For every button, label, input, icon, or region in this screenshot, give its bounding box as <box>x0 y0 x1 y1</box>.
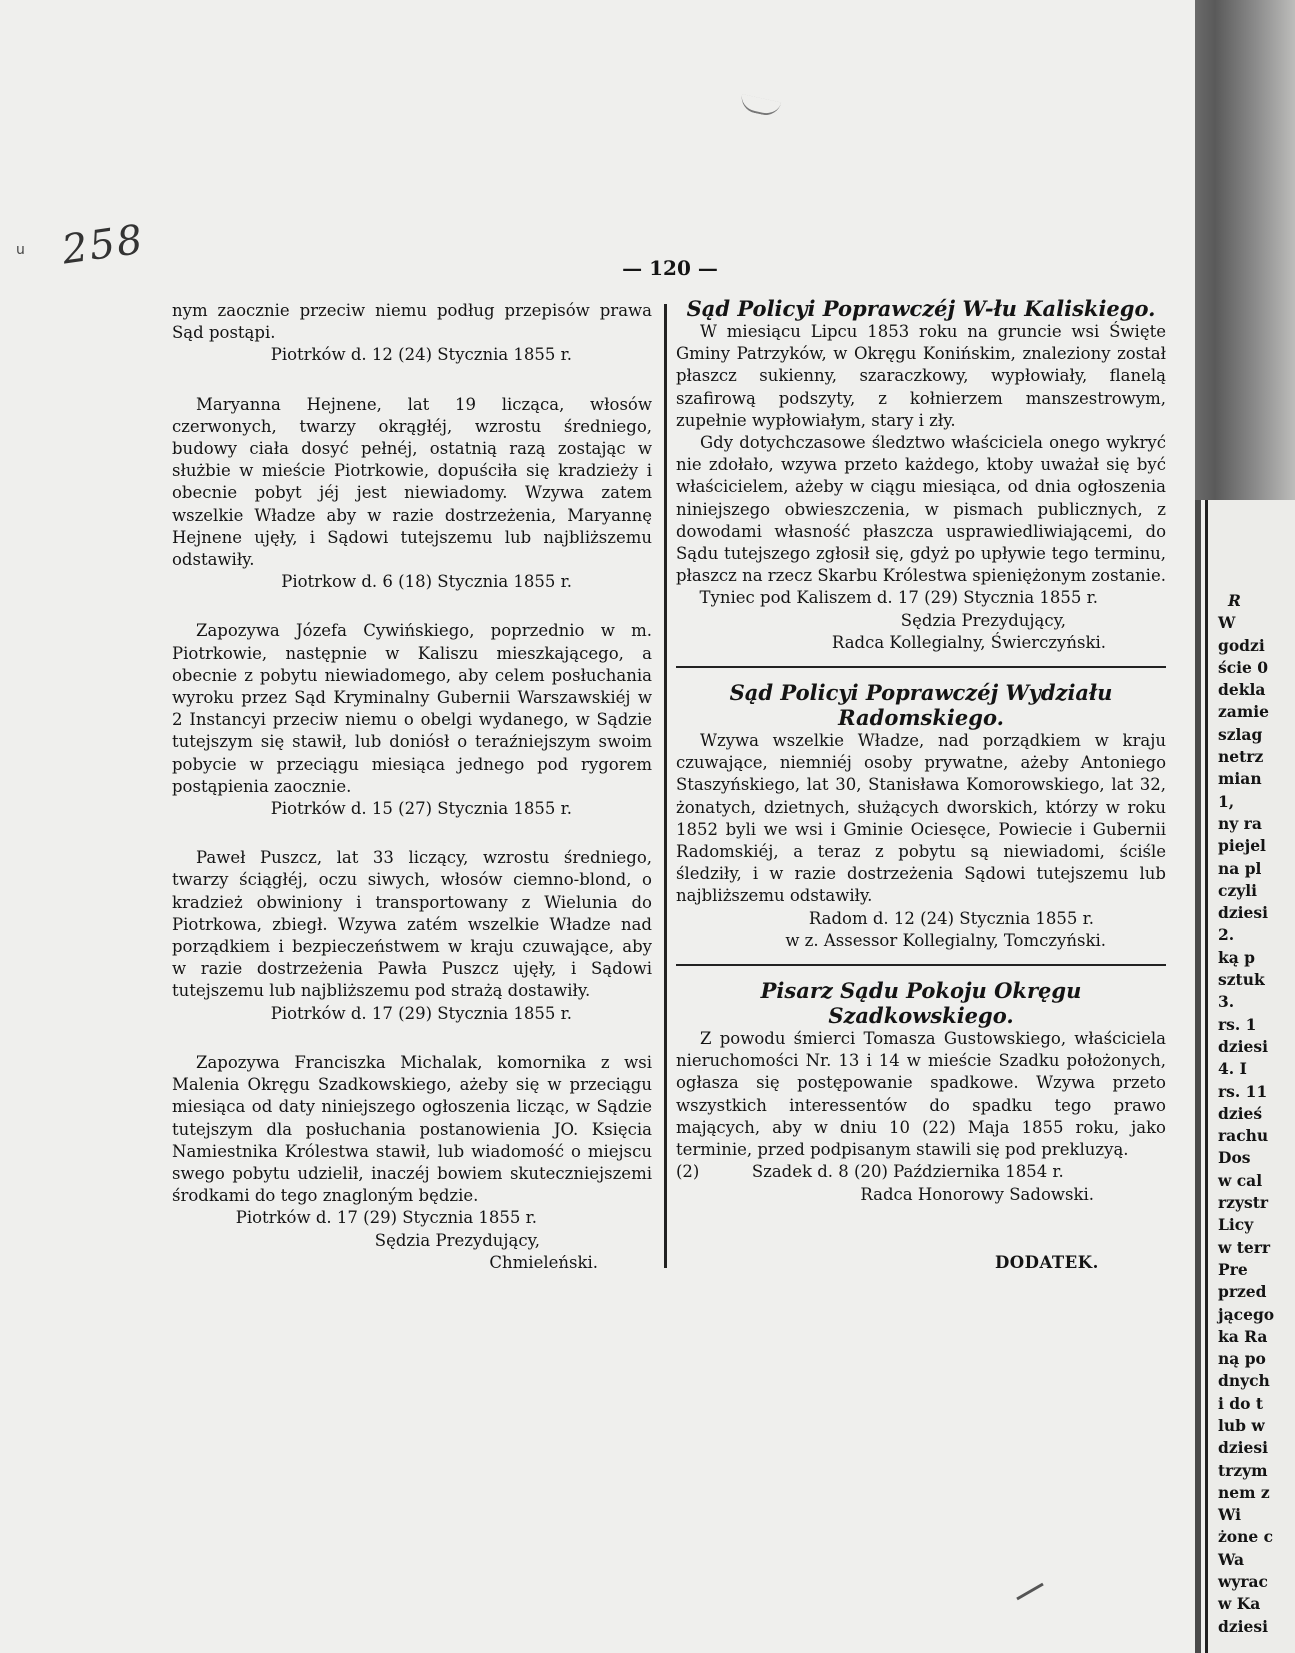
binding-gutter <box>1195 500 1201 1653</box>
page-number: — 120 — <box>622 256 718 280</box>
place-date: (2) Szadek d. 8 (20) Października 1854 r. <box>676 1162 1064 1182</box>
next-page-fragment: dzieś <box>1218 1103 1263 1123</box>
signature: w z. Assessor Kollegialny, Tomczyński. <box>785 930 1106 950</box>
next-page-fragment: zamie <box>1218 702 1269 722</box>
next-page-fragment: rzystr <box>1218 1193 1269 1213</box>
next-page-fragment: dziesi <box>1218 1616 1269 1636</box>
next-page-text-fragments <box>1218 590 1295 1638</box>
next-page-fragment: rs. 1 <box>1218 1014 1257 1034</box>
section-szadek <box>676 978 1166 1206</box>
notice-2 <box>172 394 652 594</box>
next-page-fragment: szlag <box>1218 724 1263 744</box>
signature-title: Sędzia Prezydujący, <box>900 610 1066 630</box>
next-page-fragment: jącego <box>1218 1304 1275 1324</box>
notice-5 <box>172 1052 652 1274</box>
next-page-fragment: ny ra <box>1218 813 1262 833</box>
next-page-fragment: dnych <box>1218 1371 1270 1391</box>
section-heading-2: Radomskiego. <box>838 705 1004 731</box>
place-date: Piotrków d. 12 (24) Stycznia 1855 r. <box>270 345 572 365</box>
right-column <box>676 296 1166 1206</box>
next-page-fragment: rs. 11 <box>1218 1081 1268 1101</box>
next-page-fragment: przed <box>1218 1282 1267 1302</box>
next-sheet-edge <box>1195 0 1295 500</box>
next-page-fragment: dekla <box>1218 680 1266 700</box>
notice-4 <box>172 847 652 1025</box>
next-page-fragment: Wi <box>1218 1505 1242 1525</box>
next-page-fragment: ną po <box>1218 1349 1266 1369</box>
section-heading-2: Szadkowskiego. <box>828 1003 1014 1029</box>
next-page-fragment: żone c <box>1218 1527 1274 1547</box>
section-text: Z powodu śmierci Tomasza Gustowskiego, właściciela nieruchomości Nr. 13 i 14 w mieście Szadku położonych, ogłasza się postępowanie spadkowe. Wzywa przeto wszystkich interessentów do spadku tego prawo mających, aby w dniu 10 (22) Maja 1855 roku, jako terminie, przed podpisanym stawili się pod prekluzyą. <box>676 1029 1166 1160</box>
place-date: Piotrków d. 17 (29) Stycznia 1855 r. <box>270 1003 572 1023</box>
ink-scratch <box>1016 1583 1043 1601</box>
next-page-fragment: nem z <box>1218 1482 1270 1502</box>
signature-title: Sędzia Prezydujący, <box>374 1230 540 1250</box>
section-heading: Sąd Policyi Poprawczéj W-łu Kaliskiego. <box>686 296 1156 321</box>
next-page-fragment: 1, <box>1218 791 1235 811</box>
next-page-fragment: mian <box>1218 769 1262 789</box>
next-page-fragment: i do t <box>1218 1393 1264 1413</box>
section-rule <box>676 964 1166 966</box>
next-page-fragment: W <box>1218 613 1236 633</box>
section-rule <box>676 666 1166 668</box>
next-page-fragment: w cal <box>1218 1170 1263 1190</box>
next-page-fragment: 2. <box>1218 925 1235 945</box>
next-page-fragment: wyrac <box>1218 1572 1268 1592</box>
place-date: Piotrkow d. 6 (18) Stycznia 1855 r. <box>281 572 572 592</box>
notice-text: Paweł Puszcz, lat 33 liczący, wzrostu średniego, twarzy ściągłéj, oczu siwych, włosów ciemno-blond, o kradzież obwiniony i transportowany z Wielunia do Piotrkowa, zbiegł. Wzywa zatém wszelkie Władze nad porządkiem i bezpieczeństwem w kraju czuwające, aby w razie dostrzeżenia Pawła Puszcz ujęły, i Sądowi tutejszemu lub najbliższemu pod strażą dostawiły. <box>172 848 652 1001</box>
notice-text: Zapozywa Józefa Cywińskiego, poprzednio w m. Piotrkowie, następnie w Kaliszu mieszkającego, a obecnie z pobytu niewiadomego, aby celem posłuchania wyroku przez Sąd Kryminalny Gubernii Warszawskiéj w 2 Instancyi przeciw niemu o obelgi wydanego, w Sądzie tutejszym się stawił, lub doniósł o teraźniejszym swoim pobycie w przeciągu miesiąca jednego pod rygorem postąpienia zaocznie. <box>172 621 652 796</box>
notice-text: Zapozywa Franciszka Michalak, komornika z wsi Malenia Okręgu Szadkowskiego, ażeby się w przeciągu miesiąca od daty niniejszego ogłoszenia licząc, w Sądzie tutejszym dla posłuchania postanowienia JO. Księcia Namiestnika Królestwa stawił, lub wiadomość o miejscu swego pobytu udzielił, inaczéj bowiem skuteczniejszemi środkami do tego znagloným będzie. <box>172 1052 652 1206</box>
next-page-fragment: 3. <box>1218 992 1235 1012</box>
signature-name: Radca Kollegialny, Świerczyński. <box>831 632 1106 652</box>
next-page-fragment: czyli <box>1218 880 1258 900</box>
next-page-fragment: ka Ra <box>1218 1326 1268 1346</box>
next-page-fragment: Wa <box>1218 1549 1245 1569</box>
column-divider <box>664 304 667 1268</box>
next-page-fragment: piejel <box>1218 836 1266 856</box>
next-page-fragment: dziesi <box>1218 1036 1269 1056</box>
next-page-fragment: ście 0 <box>1218 657 1269 677</box>
place-date: Piotrków d. 15 (27) Stycznia 1855 r. <box>270 799 572 819</box>
left-column <box>172 300 652 1274</box>
next-page-fragment: Pre <box>1218 1259 1248 1279</box>
place-date: Radom d. 12 (24) Stycznia 1855 r. <box>808 908 1094 928</box>
place-date: Tyniec pod Kaliszem d. 17 (29) Stycznia 1855 r. <box>699 588 1098 608</box>
section-heading: Pisarz Sądu Pokoju Okręgu <box>760 978 1082 1004</box>
appendix-label: DODATEK. <box>995 1253 1099 1272</box>
next-page-fragment: w terr <box>1218 1237 1271 1257</box>
next-page-fragment: R <box>1228 591 1241 610</box>
next-page-fragment: rachu <box>1218 1126 1269 1146</box>
place-date: Piotrków d. 17 (29) Stycznia 1855 r. <box>235 1208 537 1228</box>
next-page-fragment: Dos <box>1218 1148 1251 1168</box>
next-page-fragment: lub w <box>1218 1415 1265 1435</box>
next-page-fragment: sztuk <box>1218 970 1265 990</box>
notice-1 <box>172 300 652 367</box>
section-text-2: Gdy dotychczasowe śledztwo właściciela onego wykryć nie zdołało, wzywa przeto każdego, ktoby uważał się być właścicielem, ażeby w ciągu miesiąca, od dnia ogłoszenia niniejszego obwieszczenia, w pismach publicznych, z dowodami własność płaszcza usprawiedliwiającemi, do Sądu tutejszego zgłosił się, gdyż po upływie tego terminu, płaszcz na rzecz Skarbu Królestwa spieniężonym zostanie. <box>676 433 1166 586</box>
notice-text: nym zaocznie przeciw niemu podług przepisów prawa Sąd postąpi. <box>172 301 652 343</box>
next-page-fragment: ką p <box>1218 947 1256 967</box>
next-page-fragment: godzi <box>1218 635 1265 655</box>
next-page-fragment: w Ka <box>1218 1594 1261 1614</box>
handwritten-mark: u <box>16 242 25 258</box>
next-page-fragment: netrz <box>1218 747 1264 767</box>
next-page-fragment: dziesi <box>1218 903 1269 923</box>
next-page-fragment: dziesi <box>1218 1438 1269 1458</box>
section-radom <box>676 680 1166 952</box>
signature: Radca Honorowy Sadowski. <box>860 1184 1094 1204</box>
ink-scratch <box>739 94 781 118</box>
section-heading: Sąd Policyi Poprawczéj Wydziału <box>729 680 1113 706</box>
next-page-fragment: trzym <box>1218 1460 1268 1480</box>
next-page-fragment: na pl <box>1218 858 1262 878</box>
next-page-fragment: 4. I <box>1218 1059 1247 1079</box>
signature-name: Chmieleński. <box>489 1252 598 1272</box>
handwritten-page-number: 258 <box>59 216 148 274</box>
notice-3 <box>172 620 652 820</box>
next-page-fragment: Licy <box>1218 1215 1254 1235</box>
section-text: W miesiącu Lipcu 1853 roku na gruncie wsi Święte Gminy Patrzyków, w Okręgu Konińskim, znaleziony został płaszcz sukienny, szaraczkowy, wypłowiały, flanelą szafirową podszyty, z kołnierzem manszestrowym, zupełnie wypłowiałym, stary i zły. <box>676 322 1166 430</box>
section-text: Wzywa wszelkie Władze, nad porządkiem w kraju czuwające, niemniéj osoby prywatne, ażeby Antoniego Staszyńskiego, lat 30, Stanisława Komorowskiego, lat 32, żonatych, dzietnych, służących dworskich, którzy w roku 1852 byli we wsi i Gminie Ociesęce, Powiecie i Gubernii Radomskiéj, a teraz z pobytu są niewiadomi, ściśle śledziły, i w razie dostrzeżenia Sądowi tutejszemu lub najbliższemu odstawiły. <box>676 731 1166 906</box>
section-kalisz <box>676 296 1166 654</box>
notice-text: Maryanna Hejnene, lat 19 licząca, włosów czerwonych, twarzy okrągłéj, wzrostu średniego, budowy ciała dosyć pełnéj, ostatnią razą zostając w służbie w mieście Piotrkowie, dopuściła się kradzieży i obecnie pobyt jéj jest niewiadomy. Wzywa zatem wszelkie Władze aby w razie dostrzeżenia, Maryannę Hejnene ujęły, i Sądowi tutejszemu lub najbliższemu odstawiły. <box>172 394 652 570</box>
